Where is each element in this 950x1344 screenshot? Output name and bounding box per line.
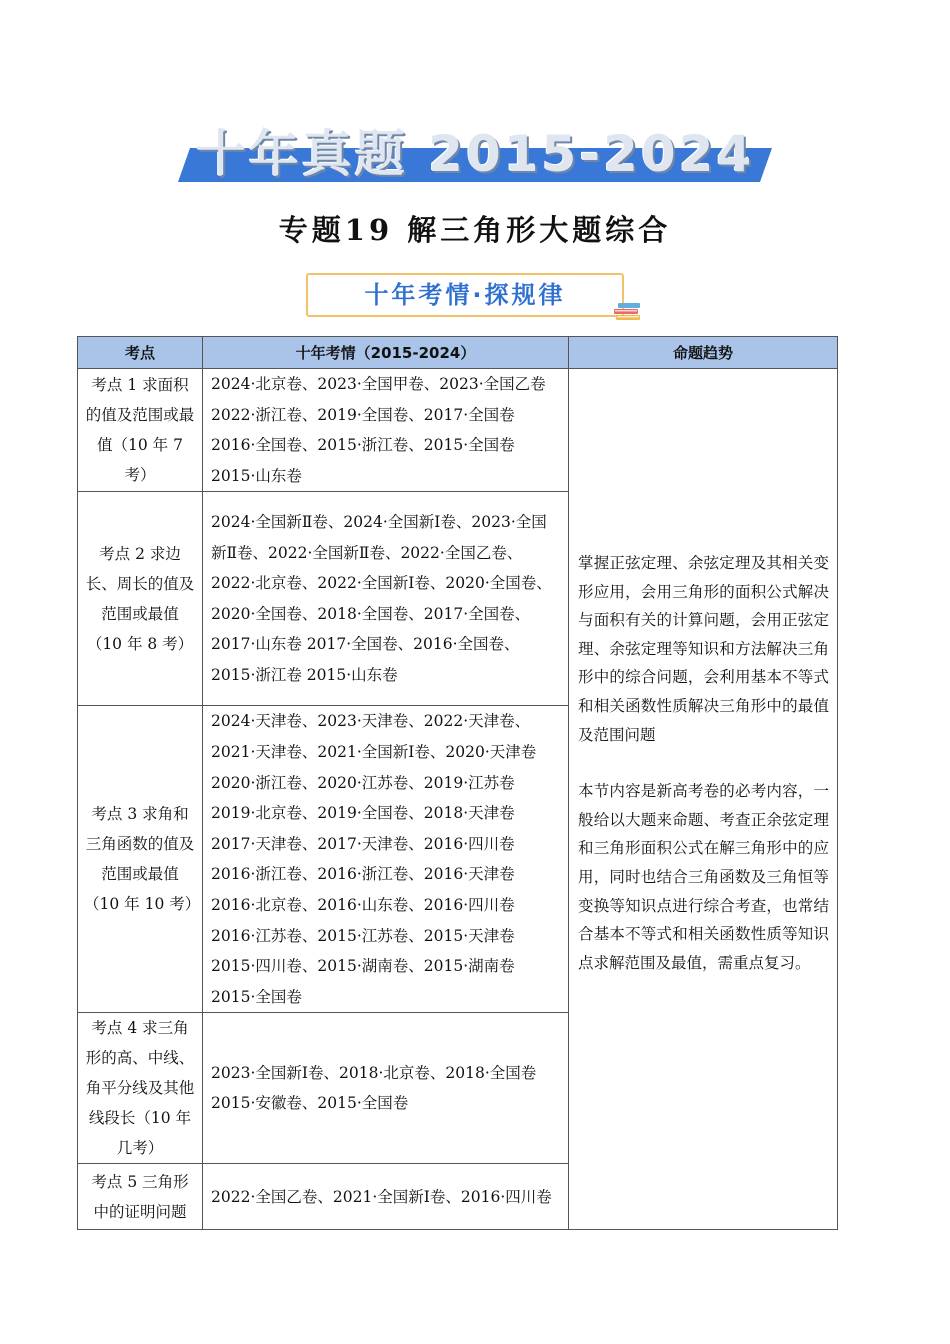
kaodian-cell: 考点 3 求角和三角函数的值及范围或最值（10 年 10 考） xyxy=(78,706,203,1013)
exams-cell: 2024·天津卷、2023·天津卷、2022·天津卷、2021·天津卷、2021·全国新Ⅰ卷、2020·天津卷 2020·浙江卷、2020·江苏卷、2019·江苏卷 2019·北京卷、2019·全国卷、2018·天津卷 2017·天津卷、2017·天津卷、2016·四川卷 2016·浙江卷、2016·浙江卷、2016·天津卷 2016·北京卷、2016·山东卷、2016·四川卷 2016·江苏卷、2015·江苏卷、2015·天津卷 2015·四川卷、2015·湖南卷、2015·湖南卷 2015·全国卷 xyxy=(203,706,569,1013)
header-banner xyxy=(178,110,772,188)
kaodian-cell: 考点 4 求三角形的高、中线、角平分线及其他线段长（10 年几考） xyxy=(78,1013,203,1164)
col-header-exams: 十年考情（2015-2024） xyxy=(203,337,569,369)
col-header-kaodian: 考点 xyxy=(78,337,203,369)
kaodian-cell: 考点 2 求边长、周长的值及范围或最值（10 年 8 考） xyxy=(78,492,203,706)
exam-table xyxy=(77,336,838,1230)
section-subtitle: 十年考情·探规律 xyxy=(306,273,624,317)
trend-paragraph-2: 本节内容是新高考卷的必考内容，一般给以大题来命题、考查正余弦定理和三角形面积公式在解三角形中的应用，同时也结合三角函数及三角恒等变换等知识点进行综合考查，也常结合基本不等式和相关函数性质等知识点求解范围及最值，需重点复习。 xyxy=(578,782,829,972)
exams-cell: 2024·北京卷、2023·全国甲卷、2023·全国乙卷 2022·浙江卷、2019·全国卷、2017·全国卷 2016·全国卷、2015·浙江卷、2015·全国卷 2015·山东卷 xyxy=(203,369,569,492)
banner-title: 十年真题 2015-2024 xyxy=(195,125,755,183)
table-row xyxy=(78,369,838,492)
page-title: 专题19 解三角形大题综合 xyxy=(278,213,672,247)
kaodian-cell: 考点 5 三角形中的证明问题 xyxy=(78,1164,203,1230)
trend-cell xyxy=(569,369,838,1230)
books-icon xyxy=(612,299,644,323)
kaodian-cell: 考点 1 求面积的值及范围或最值（10 年 7 考） xyxy=(78,369,203,492)
trend-paragraph-1: 掌握正弦定理、余弦定理及其相关变形应用，会用三角形的面积公式解决与面积有关的计算问题，会用正弦定理、余弦定理等知识和方法解决三角形中的综合问题，会利用基本不等式和相关函数性质解决三角形中的最值及范围问题 xyxy=(578,554,829,744)
exams-cell: 2023·全国新Ⅰ卷、2018·北京卷、2018·全国卷 2015·安徽卷、2015·全国卷 xyxy=(203,1013,569,1164)
table-header-row xyxy=(78,337,838,369)
exams-cell: 2022·全国乙卷、2021·全国新Ⅰ卷、2016·四川卷 xyxy=(203,1164,569,1230)
col-header-trend: 命题趋势 xyxy=(569,337,838,369)
exams-cell: 2024·全国新Ⅱ卷、2024·全国新Ⅰ卷、2023·全国新Ⅱ卷、2022·全国新Ⅱ卷、2022·全国乙卷、2022·北京卷、2022·全国新Ⅰ卷、2020·全国卷、2020·全国卷、2018·全国卷、2017·全国卷、2017·山东卷 2017·全国卷、2016·全国卷、2015·浙江卷 2015·山东卷 xyxy=(203,492,569,706)
